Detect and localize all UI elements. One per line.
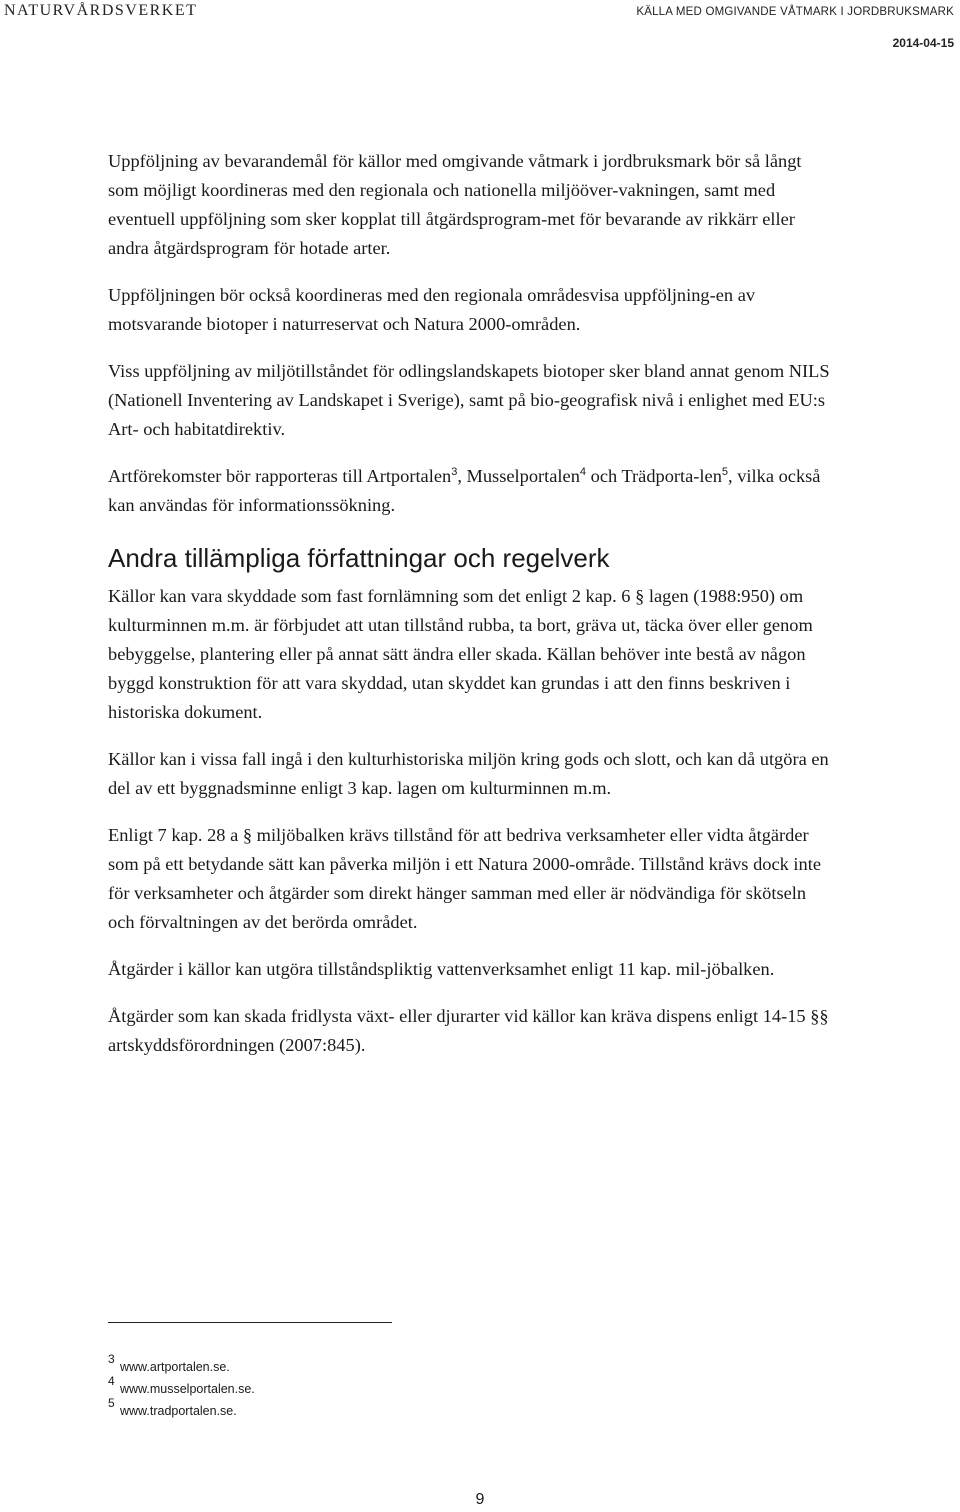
document-date: 2014-04-15 xyxy=(892,36,954,50)
footnote-divider xyxy=(108,1322,392,1323)
paragraph-water-operations: Åtgärder i källor kan utgöra tillståndspliktig vattenverksamhet enligt 11 kap. mil-jöbalken. xyxy=(108,959,775,979)
page-body xyxy=(108,147,836,1078)
footnote-link[interactable]: www.artportalen.se. xyxy=(120,1360,230,1374)
footnote-item xyxy=(108,1396,255,1422)
paragraph-regional-followup: Uppföljningen bör också koordineras med den regionala områdesvisa uppföljning-en av motsvarande biotoper i naturreservat och Natura 2000-områden. xyxy=(108,285,756,334)
section-heading: Andra tillämpliga författningar och regelverk xyxy=(108,543,610,573)
footnote-number: 3 xyxy=(108,1352,115,1366)
paragraph-ancient-monument: Källor kan vara skyddade som fast fornlämning som det enligt 2 kap. 6 § lagen (1988:950) om kulturminnen m.m. är förbjudet att utan tillstånd rubba, ta bort, gräva ut, täcka över eller genom bebyggelse, plantering eller på annat sätt ändra eller skada. Källan behöver inte bestå av någon byggd konstruktion för att vara skyddad, utan skyddet kan grundas i att den finns beskriven i historiska dokument. xyxy=(108,586,813,722)
organization-name: NATURVÅRDSVERKET xyxy=(4,2,198,19)
footnote-number: 4 xyxy=(108,1374,115,1388)
footnote-number: 5 xyxy=(108,1396,115,1410)
footnote-ref[interactable]: 3 xyxy=(451,465,458,478)
footnote-ref[interactable]: 5 xyxy=(721,465,729,478)
footnotes xyxy=(108,1352,255,1422)
paragraph-natura-2000: Enligt 7 kap. 28 a § miljöbalken krävs tillstånd för att bedriva verksamheter eller vidta åtgärder som på ett betydande sätt kan påverka miljön i ett Natura 2000-område. Tillstånd krävs dock inte för verksamheter och åtgärder som direkt hänger samman med eller är nödvändiga för skötseln och förvaltningen av det berörda området. xyxy=(108,825,821,932)
text-segment: , vilka också kan användas för informationssökning. xyxy=(108,466,821,515)
paragraph-monitoring-coordination: Uppföljning av bevarandemål för källor med omgivande våtmark i jordbruksmark bör så långt som möjligt koordineras med den regionala och nationella miljööver-vakningen, samt med eventuell uppföljning som sker kopplat till åtgärdsprogram-met för bevarande av rikkärr eller andra åtgärdsprogram för hotade arter. xyxy=(108,151,802,258)
paragraph-protected-species: Åtgärder som kan skada fridlysta växt- eller djurarter vid källor kan kräva dispens enligt 14-15 §§ artskyddsförordningen (2007:845). xyxy=(108,1006,829,1055)
text-segment: Artförekomster bör rapporteras till Artportalen xyxy=(108,466,452,486)
text-segment: och Trädporta-len xyxy=(586,466,722,486)
footnote-item xyxy=(108,1352,255,1378)
paragraph-nils: Viss uppföljning av miljötillståndet för odlingslandskapets biotoper sker bland annat genom NILS (Nationell Inventering av Landskapet i Sverige), samt på bio-geografisk nivå i enlighet med EU:s Art- och habitatdirektiv. xyxy=(108,361,830,439)
page-number: 9 xyxy=(475,1491,485,1508)
footnote-link[interactable]: www.tradportalen.se. xyxy=(120,1404,237,1418)
paragraph-cultural-environment: Källor kan i vissa fall ingå i den kulturhistoriska miljön kring gods och slott, och kan då utgöra en del av ett byggnadsminne enligt 3 kap. lagen om kulturminnen m.m. xyxy=(108,749,829,798)
footnote-item xyxy=(108,1374,255,1400)
paragraph-species-reporting xyxy=(108,462,836,520)
footnote-link[interactable]: www.musselportalen.se. xyxy=(120,1382,255,1396)
footnote-ref[interactable]: 4 xyxy=(579,465,587,478)
text-segment: , Musselportalen xyxy=(457,466,580,486)
document-title: KÄLLA MED OMGIVANDE VÅTMARK I JORDBRUKSMARK xyxy=(636,6,954,18)
